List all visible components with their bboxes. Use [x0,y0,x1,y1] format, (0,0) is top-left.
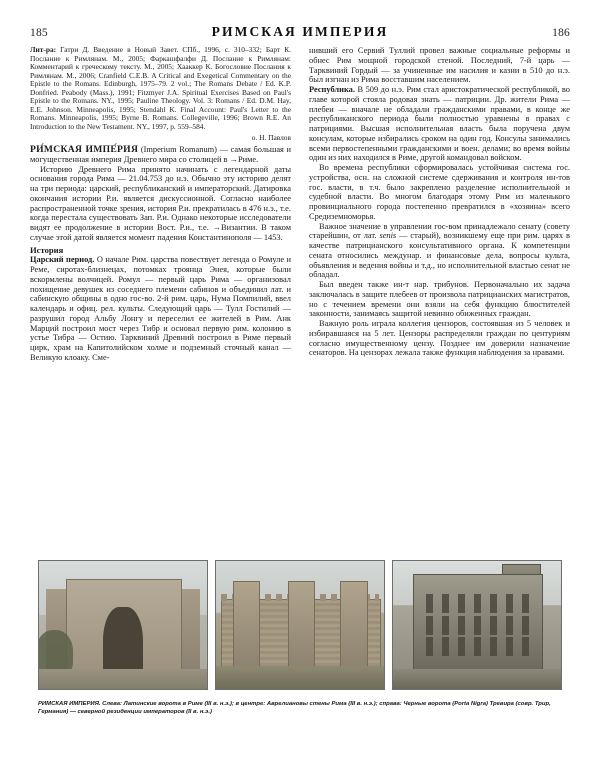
entry-lead-paragraph [30,145,291,165]
text-columns [30,46,570,551]
photo-aurelian-walls-rome [215,560,385,690]
photo-wall-tower-1 [233,581,260,667]
left-paragraph-2 [30,255,291,362]
bibliography-text: Гатри Д. Введение в Новый Завет. СПб., 1996, с. 310–332; Барт К. Послание к Римлянам. М., 2005; Фаркашфалфи Д. Послание к Римлянам: Комментарий к греческому тексту. М., 2005; Хааккер К. Богословие Послания к Римлянам. М., 2006; Cranfield C.E.B. A Critical and Exegetical Commentary on the Epistle to the Romans. Edinburgh, 1975–79. 2 vol.; The Romans Debate / Ed. K.P. Donfried. Peabody (Mass.), 1991; Fitzmyer J.A. Spiritual Exercises Based on Paul's Epistle to the Romans. NY., 1995; Pauline Theology. Vol. 3: Romans / Ed. D.M. Hay, E.E. Johnson. Minneapolis, 1995; Stendahl K. Final Account: Paul's Letter to the Romans. Minneapolis, 1995; Byrne B. Romans. Collegeville, 1996; Brown R.E. An Introduction to the New Testament. NY., 1997, p. 559–584. [30,45,291,131]
right-paragraph-6: Важную роль играла коллегия цензоров, состоявшая из 5 человек и избиравшаяся на 5 лет. Цензоры распределяли граждан по центуриям согласно имущественному цензу. Позднее им доверили назначение сенаторов. На цензорах лежала также функция наблюдения за нравами. [309,319,570,358]
right-paragraph-4-part-a: Важное значение в управлении гос-вом принадлежало сенату (совету старейшин, от лат. [309,221,570,241]
running-head [30,24,570,42]
right-paragraph-5: Был введен также ин-т нар. трибунов. Первоначально их задача заключалась в защите плебеев от произвола патрицианских магистратов, но с течением времени они взяли на себя функцию блюстителей законности, занимаясь защитой невинно обиженных граждан. [309,280,570,319]
bibliography-block [30,46,291,131]
bibliography-label: Лит-ра: [30,45,57,54]
right-paragraph-4-part-b: — старый), возникшему еще при рим. царях в качестве патрицианского консультативного органа. К компетенции сената относились междунар. и финансовые дела, вопросы культа, объявления и ведения войны и т.д., но исполнительной властью сенат не обладал. [309,231,570,280]
illustration-plate [38,560,562,688]
photo-archway [103,607,143,668]
photo-ground [393,669,561,689]
right-paragraph-2-text: В 509 до н.э. Рим стал аристократической республикой, во главе которой стояла родовая знать — патриции. Др. жители Рима — плебеи — вначале не обладали гражданскими правами, в конце же республиканского периода были полностью уравнены в правах с патрициями. Высшая исполнительная власть была поручена двум консулам, которые избирались сроком на один год. Консулы занимались всеми первостепенными гражданскими и воен. делами; во время войны один из них находился в Риме, другой командовал войском. [309,85,570,163]
photo-ground [216,666,384,689]
right-column [309,46,570,551]
page-title: РИМСКАЯ ИМПЕРИЯ [211,24,389,39]
photo-wall-tower-2 [288,581,315,667]
folio-right: 186 [552,27,570,39]
plate-caption: РИМСКАЯ ИМПЕРИЯ. Слева: Латинские ворота в Риме (III в. н.э.); в центре: Аврелиановы стены Рима (III в. н.э.); справа: Черные ворота (Porta Nigra) Тревира (совр. Трир, Германия) — северной резиденции императоров (II в. н.э.) [38,701,551,716]
folio-left: 185 [30,27,48,39]
latin-term-senis: senis [379,231,397,241]
right-paragraph-1: нивший его Сервий Туллий провел важные социальные реформы и обнес Рим мощной городской стеной. Последний, 7-й царь — Тарквиний Гордый — за учиненные им насилия и казни в 510 до н.э. был изгнан из Рима восставшим населением. [309,46,570,85]
photo-wall-tower-3 [340,581,367,667]
photo-porta-nigra-trier [392,560,562,690]
entry-lead-text: — самая большая и могущественная империя Древнего мира со столицей в →Риме. [30,145,291,164]
section-heading-history: История [30,244,64,255]
photo-arcade-row-3 [422,637,534,656]
photo-ground [39,669,207,689]
photo-gate-body [413,574,543,671]
left-paragraph-2-text: О начале Рим. царства повествует легенда о Ромуле и Реме, сиротах-близнецах, потомках троянца Энея, которые были вскормлены волчицей. Ромул — первый царь Рима — организовал похищение девушек из соседнего племени сабинов и объединил лат. и сабинскую общины в одно гос-во. 2-й рим. царь, Нума Помпилий, ввел календарь и офиц. рел. культы. Следующий царь — Тулл Гостилий — разрушил город Альбу Лонгу и переселил ее жителей в Рим. Анк Марций построил мост через Тибр и основал первую рим. колонию в устье Тибра — Остию. Тарквиний Древний построил в Риме первый цирк, храм на Капитолийском холме и подземный сточный канал — Великую клоаку. Сме- [30,255,292,362]
entry-headword: РИ́МСКАЯ ИМПЕ́РИЯ [30,144,139,155]
right-paragraph-3: Во времена республики сформировалась устойчивая система гос. устройства, осн. на сложной системе сдерживания и контроля ин-тов гос. власти, в т.ч. было закреплено разделение исполнительной и судебной власти. Во многом благодаря этому Рим из маленького провинциального города постепенно превратился в «хозяина» всего Средиземноморья. [309,163,570,221]
photo-arcade-row-1 [422,594,534,613]
entry-latin-name: (Imperium Romanum) [140,145,217,154]
subsection-heading-republic: Республика. [309,85,355,94]
photo-latin-gate-rome [38,560,208,690]
subsection-heading-royal-period: Царский период. [30,255,95,265]
right-paragraph-2 [309,85,570,163]
right-paragraph-4 [309,222,570,281]
photo-arcade-row-2 [422,616,534,635]
left-paragraph-1: Историю Древнего Рима принято начинать с легендарной даты основания города Рима — 21.04.753 до н.э. Обычно эту историю делят на три периода: царский, республиканский и императорский. Датировка окончания истории Р.и. является дискуссионной. Согласно наиболее распространенной точке зрения, история Р.и. прекратилась в 476 н.э., т.е. когда перестала существовать Зап. Р.и. Однако некоторые исследователи видят ее продолжение в истории Вост. Р.и., т.е. →Византии. В таком случае этой датой является момент падения Константинополя — 1453. [30,164,291,242]
article-attribution: о. Н. Павлов [251,133,291,142]
left-column [30,46,291,551]
